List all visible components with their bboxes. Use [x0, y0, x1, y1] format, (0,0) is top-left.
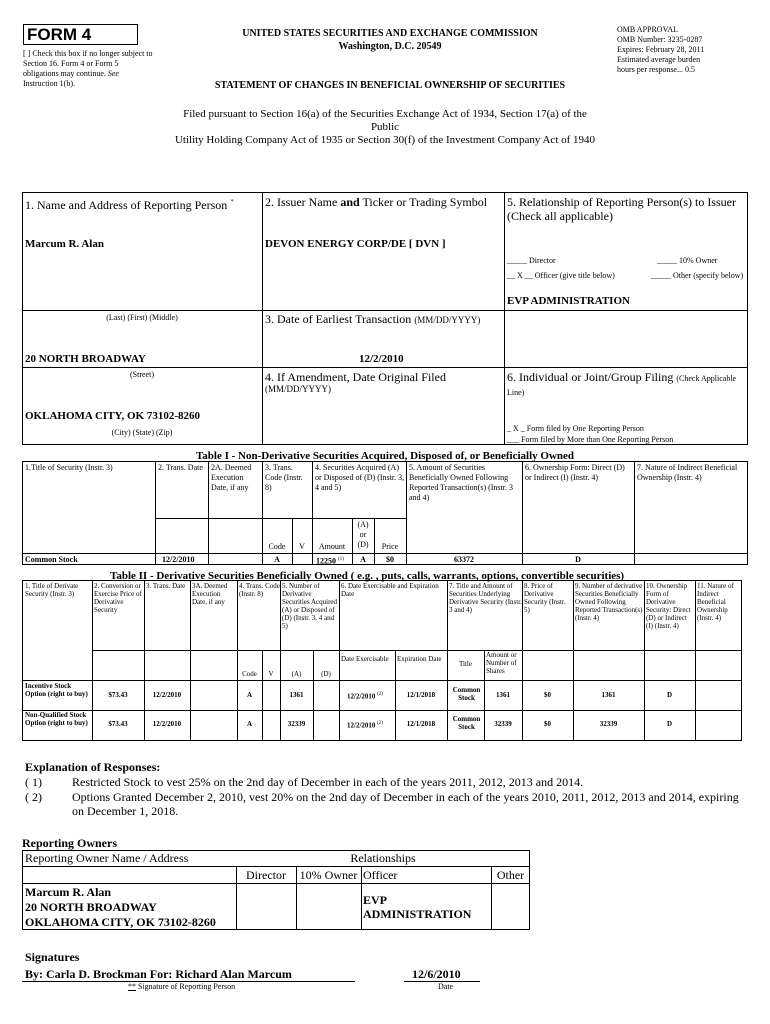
agency-location: Washington, D.C. 20549	[338, 41, 442, 52]
box1-label	[25, 195, 234, 212]
owner-name: Marcum R. Alan	[25, 885, 112, 899]
footnote-1-link[interactable]: (1)	[338, 557, 344, 562]
signature-date: 12/6/2010	[412, 967, 461, 981]
omb-line: OMB Number: 3235-0287	[617, 35, 703, 44]
t1-row-date: 12/2/2010	[162, 555, 195, 564]
statement-title: STATEMENT OF CHANGES IN BENEFICIAL OWNERSHIP OF SECURITIES	[214, 80, 566, 91]
t1-sub-amount: Amount	[318, 542, 346, 551]
divider	[644, 580, 645, 741]
t2-row-dprice: $0	[544, 720, 551, 728]
officer-title: EVP ADMINISTRATION	[507, 295, 630, 307]
t1-row-amount-value: 12250	[316, 556, 336, 566]
box4-label: 4. If Amendment, Date Original Filed	[265, 370, 446, 384]
omb-line: Expires: February 28, 2011	[617, 45, 705, 54]
box3-label-text: 3. Date of Earliest Transaction	[265, 312, 412, 326]
footnote-2-link[interactable]: (2)	[377, 721, 383, 726]
signature-label	[128, 982, 235, 992]
t2-row-code: A	[246, 691, 253, 699]
t1-h1: 1.Title of Security (Instr. 3)	[25, 463, 113, 472]
t2-row-a: 32339	[287, 720, 306, 728]
owner-city: OKLAHOMA CITY, OK 73102-8260	[25, 915, 216, 929]
t1-row-form: D	[575, 555, 581, 564]
earliest-transaction-date: 12/2/2010	[359, 353, 404, 365]
box2-label	[265, 195, 487, 209]
divider	[504, 192, 505, 445]
t2-h6: 6. Date Exercisable and Expiration Date	[341, 582, 439, 598]
form-title: FORM 4	[27, 25, 92, 44]
t1-h3: 3. Trans. Code (Instr. 8)	[265, 463, 303, 492]
box6-option-one: _ X _ Form filed by One Reporting Person	[507, 424, 644, 433]
t2-sub-exer: Date Exercisable	[341, 655, 389, 663]
divider	[237, 580, 238, 741]
box5-other-text: _____ Other (specify below)	[651, 271, 744, 280]
box5-director: _____ Director	[507, 256, 556, 265]
t2-h2: 2. Conversion or Exercise Price of Derivative Security	[94, 582, 142, 614]
divider	[262, 367, 748, 368]
box5-label: 5. Relationship of Reporting Person(s) to Issuer	[507, 195, 736, 209]
box5-officer: __ X __ Officer (give title below)	[507, 271, 615, 280]
box6-option-two: ___ Form filed by More than One Reporting Person	[507, 435, 674, 444]
divider	[208, 461, 209, 565]
checkbox-note-prefix: [ ] Check this box if no longer subject to Section 16. Form 4 or Form 5 obligations may continue.	[23, 49, 153, 78]
t2-row-form: D	[666, 720, 673, 728]
t2-sub-amt: Amount or Number of Shares	[486, 651, 517, 675]
t2-h3a: 3A. Deemed Execution Date, if any	[192, 582, 228, 606]
signatures-title: Signatures	[25, 950, 80, 964]
filed-line: Utility Holding Company Act of 1935 or Section 30(f) of the Investment Company Act of 1940	[174, 134, 596, 146]
t2-row-form: D	[666, 691, 673, 699]
divider	[92, 650, 742, 651]
divider	[22, 883, 530, 884]
checkbox-note	[23, 49, 153, 89]
divider	[22, 866, 530, 867]
divider	[22, 310, 504, 311]
t2-h7: 7. Title and Amount of Securities Underlying Derivative Security (Instr. 3 and 4)	[449, 582, 522, 614]
explanation-text: Options Granted December 2, 2010, vest 20% on the 2nd day of December in each of the years 2010, 2011, 2012, 2013 and 2014, expiring on December 1, 2018.	[72, 790, 739, 818]
owners-col-10pct: 10% Owner	[299, 868, 358, 882]
box2-label-and: and	[340, 195, 360, 209]
owner-street: 20 NORTH BROADWAY	[25, 900, 157, 914]
t1-sub-v: V	[299, 542, 305, 551]
divider	[190, 580, 191, 741]
t2-h3: 3. Trans. Date	[146, 582, 186, 590]
t1-row-price: $0	[386, 555, 394, 564]
divider	[144, 580, 145, 741]
signature-by: By: Carla D. Brockman For: Richard Alan Marcum	[25, 967, 292, 981]
divider	[155, 518, 406, 519]
box5-other	[507, 271, 747, 281]
owners-title: Reporting Owners	[22, 836, 117, 850]
owners-col-name: Reporting Owner Name / Address	[25, 851, 189, 865]
box5-ten-pct: _____ 10% Owner	[657, 256, 718, 265]
t1-h7: 7. Nature of Indirect Beneficial Ownership (Instr. 4)	[637, 463, 738, 482]
t1-row-security: Common Stock	[25, 555, 78, 564]
box2-label-b: Ticker or Trading Symbol	[362, 195, 488, 209]
omb-line: OMB APPROVAL	[617, 25, 678, 34]
t2-h4: 4. Trans. Code (Instr. 8)	[239, 582, 280, 598]
t2-row-owned: 1361	[601, 691, 616, 699]
filed-line: Filed pursuant to Section 16(a) of the Securities Exchange Act of 1934, Section 17(a) of the	[183, 108, 587, 120]
t1-h4: 4. Securities Acquired (A) or Disposed of (D) (Instr. 3, 4 and 5)	[315, 463, 405, 492]
street-label: (Street)	[130, 370, 154, 379]
t2-row-date: 12/2/2010	[152, 720, 182, 728]
owner-officer-title: EVP ADMINISTRATION	[363, 893, 472, 921]
box3-label	[265, 312, 480, 326]
t2-h5: 5. Number of Derivative Securities Acquired (A) or Disposed of (D) (Instr. 3, 4 and 5)	[282, 582, 338, 630]
checkbox-note-see: See	[107, 69, 119, 78]
t2-sub-code: Code	[242, 670, 257, 678]
t2-h9: 9. Number of derivative Securities Beneficially Owned Following Reported Transaction(s) (Instr. 4)	[575, 582, 643, 622]
divider	[695, 580, 696, 741]
issuer-name: DEVON ENERGY CORP/DE [ DVN ]	[265, 238, 446, 250]
t2-row-price: $73.43	[108, 691, 128, 699]
divider	[339, 580, 340, 741]
t1-row-owned: 63372	[454, 555, 474, 564]
divider	[22, 367, 262, 368]
t2-h1: 1. Title of Derivate Security (Instr. 3)	[25, 582, 79, 598]
t2-row-code: A	[246, 720, 253, 728]
divider	[22, 710, 742, 711]
box4-format: (MM/DD/YYYY)	[265, 384, 331, 394]
t1-h5: 5. Amount of Securities Beneficially Owned Following Reported Transaction(s) (Instr. 3 and 4)	[409, 463, 513, 502]
explanation-num: ( 1)	[25, 775, 42, 789]
reporting-person-name: Marcum R. Alan	[25, 238, 104, 250]
divider	[406, 461, 407, 565]
explanation-title: Explanation of Responses:	[25, 760, 161, 774]
t1-row-code: A	[274, 555, 280, 564]
divider	[280, 580, 281, 741]
box6-label	[507, 370, 747, 398]
t1-sub-code: Code	[268, 542, 286, 551]
divider	[634, 461, 635, 565]
signature-footnote-link[interactable]: **	[128, 982, 136, 991]
city-label: (City) (State) (Zip)	[111, 428, 173, 437]
filed-line: Public	[370, 121, 400, 133]
t1-h2: 2. Trans. Date	[158, 463, 203, 472]
t1-row-amount	[316, 555, 344, 567]
t1-row-aord: A	[360, 555, 366, 564]
owners-col-rel: Relationships	[350, 851, 416, 865]
table2-title: Table II - Derivative Securities Beneficially Owned ( e.g. , puts, calls, warrants, options, convertible securities)	[110, 570, 625, 582]
reporting-person-city: OKLAHOMA CITY, OK 73102-8260	[25, 410, 200, 422]
omb-approval	[617, 25, 767, 75]
box1-label-text: 1. Name and Address of Reporting Person	[25, 198, 228, 212]
t2-sub-d: (D)	[321, 670, 331, 678]
explanation-text: Restricted Stock to vest 25% on the 2nd day of December in each of the years 2011, 2012, 2013 and 2014.	[72, 775, 584, 789]
t2-row-title: Common Stock	[452, 686, 481, 702]
omb-line: Estimated average burden	[617, 55, 701, 64]
t2-row-exp: 12/1/2018	[406, 720, 436, 728]
divider	[92, 580, 93, 741]
owners-col-other: Other	[496, 868, 525, 882]
t2-h11: 11. Nature of Indirect Beneficial Ownership (Instr. 4)	[697, 582, 734, 622]
t2-row-title: Common Stock	[452, 715, 481, 731]
t2-row-price: $73.43	[108, 720, 128, 728]
box3-format: (MM/DD/YYYY)	[414, 315, 481, 325]
divider	[504, 310, 748, 311]
divider	[155, 461, 156, 565]
t1-h6: 6. Ownership Form: Direct (D) or Indirect (I) (Instr. 4)	[525, 463, 625, 482]
box1-footnote-link[interactable]: *	[230, 198, 234, 206]
explanation-num: ( 2)	[25, 790, 42, 804]
t1-sub-price: Price	[381, 542, 399, 551]
t2-row-exer	[347, 720, 383, 729]
divider	[313, 650, 314, 741]
t1-h2a: 2A. Deemed Execution Date, if any	[211, 463, 252, 492]
box6-label-text: 6. Individual or Joint/Group Filing	[507, 370, 674, 384]
footnote-2-link[interactable]: (2)	[377, 692, 383, 697]
t2-row-date: 12/2/2010	[152, 691, 182, 699]
t2-sub-title: Title	[459, 660, 472, 668]
t2-row-security: Non-Qualified Stock Option (right to buy)	[25, 711, 88, 727]
name-parts-label: (Last) (First) (Middle)	[106, 313, 178, 322]
box2-label-a: 2. Issuer Name	[265, 195, 338, 209]
owners-col-director: Director	[246, 868, 286, 882]
t2-h10: 10. Ownership Form of Derivative Security: Direct (D) or Indirect (I) (Instr. 4)	[646, 582, 691, 630]
divider	[22, 680, 742, 681]
agency-title: UNITED STATES SECURITIES AND EXCHANGE COMMISSION	[242, 28, 538, 39]
t2-row-exer-value: 12/2/2010	[347, 721, 376, 730]
t2-row-shares: 32339	[494, 720, 512, 728]
t2-sub-exp: Expiration Date	[397, 655, 442, 663]
t2-row-security: Incentive Stock Option (right to buy)	[25, 682, 88, 698]
divider	[22, 553, 748, 554]
divider	[522, 461, 523, 565]
t2-sub-a: (A)	[291, 670, 302, 678]
table1-title: Table I - Non-Derivative Securities Acquired, Disposed of, or Beneficially Owned	[195, 450, 575, 462]
divider	[262, 650, 263, 741]
t2-row-a: 1361	[289, 691, 304, 699]
filed-pursuant	[130, 108, 640, 147]
t2-row-exp: 12/1/2018	[406, 691, 436, 699]
divider	[262, 192, 263, 445]
t2-row-shares: 1361	[496, 691, 510, 699]
date-label: Date	[438, 982, 454, 991]
t2-row-dprice: $0	[544, 691, 551, 699]
divider	[573, 580, 574, 741]
divider	[361, 866, 362, 930]
t2-row-exer-value: 12/2/2010	[347, 692, 376, 701]
signature-label-text: Signature of Reporting Person	[138, 982, 236, 991]
t2-sub-v: V	[268, 670, 274, 678]
t1-sub-aord: (A) or (D)	[357, 520, 369, 549]
box5-sub: (Check all applicable)	[507, 209, 613, 223]
divider	[522, 580, 523, 741]
omb-line: hours per response... 0.5	[617, 65, 695, 74]
t2-h8: 8. Price of Derivative Security (Instr. 5)	[524, 582, 566, 614]
owners-col-officer: Officer	[363, 868, 398, 882]
t2-row-owned: 32339	[599, 720, 618, 728]
t2-row-exer	[347, 691, 383, 700]
reporting-person-street: 20 NORTH BROADWAY	[25, 353, 146, 365]
box6-check: (Check Applicable Line)	[507, 374, 737, 397]
checkbox-note-suffix: Instruction 1(b).	[23, 79, 75, 88]
